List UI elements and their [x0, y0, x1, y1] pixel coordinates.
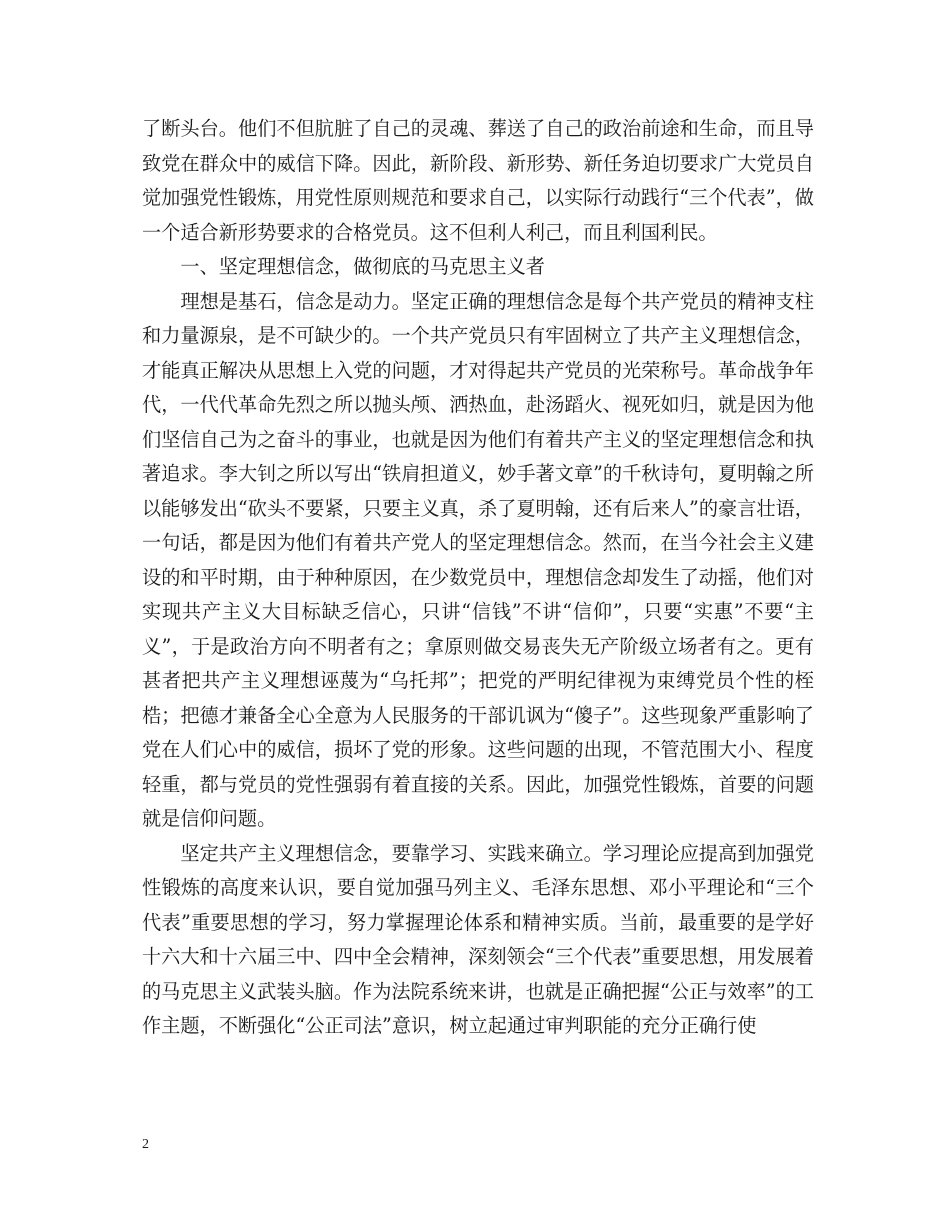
paragraph-ideals: 理想是基石，信念是动力。坚定正确的理想信念是每个共产党员的精神支柱和力量源泉，是不可缺少的。一个共产党员只有牢固树立了共产主义理想信念，才能真正解决从思想上入党的问题，才对得起共产党员的光荣称号。革命战争年代，一代代革命先烈之所以抛头颅、洒热血，赴汤蹈火、视死如归，就是因为他们坚信自己为之奋斗的事业，也就是因为他们有着共产主义的坚定理想信念和执著追求。李大钊之所以写出“铁肩担道义，妙手著文章”的千秋诗句，夏明翰之所以能够发出“砍头不要紧，只要主义真，杀了夏明翰，还有后来人”的豪言壮语，一句话，都是因为他们有着共产党人的坚定理想信念。然而，在当今社会主义建设的和平时期，由于种种原因，在少数党员中，理想信念却发生了动摇，他们对实现共产主义大目标缺乏信心，只讲“信钱”不讲“信仰”，只要“实惠”不要“主义”，于是政治方向不明者有之；拿原则做交易丧失无产阶级立场者有之。更有甚者把共产主义理想诬蔑为“乌托邦”；把党的严明纪律视为束缚党员个性的桎梏；把德才兼备全心全意为人民服务的干部讥讽为“傻子”。这些现象严重影响了党在人们心中的威信，损坏了党的形象。这些问题的出现，不管范围大小、程度轻重，都与党员的党性强弱有着直接的关系。因此，加强党性锻炼，首要的问题就是信仰问题。	[142, 289, 814, 830]
page-number: 2	[142, 1137, 149, 1152]
section-heading: 一、坚定理想信念，做彻底的马克思主义者	[180, 255, 545, 278]
paragraph-study: 坚定共产主义理想信念，要靠学习、实践来确立。学习理论应提高到加强党性锻炼的高度来认识，要自觉加强马列主义、毛泽东思想、邓小平理论和“三个代表”重要思想的学习，努力掌握理论体系和精神实质。当前，最重要的是学好十六大和十六届三中、四中全会精神，深刻领会“三个代表”重要思想，用发展着的马克思主义武装头脑。作为法院系统来讲，也就是正确把握“公正与效率”的工作主题，不断强化“公正司法”意识，树立起通过审判职能的充分正确行使	[142, 841, 814, 1037]
body-text	[142, 112, 814, 1044]
paragraph-continuation: 了断头台。他们不但肮脏了自己的灵魂、葬送了自己的政治前途和生命，而且导致党在群众中的威信下降。因此，新阶段、新形势、新任务迫切要求广大党员自觉加强党性锻炼，用党性原则规范和要求自己，以实际行动践行“三个代表”，做一个适合新形势要求的合格党员。这不但利人利己，而且利国利民。	[142, 117, 814, 244]
